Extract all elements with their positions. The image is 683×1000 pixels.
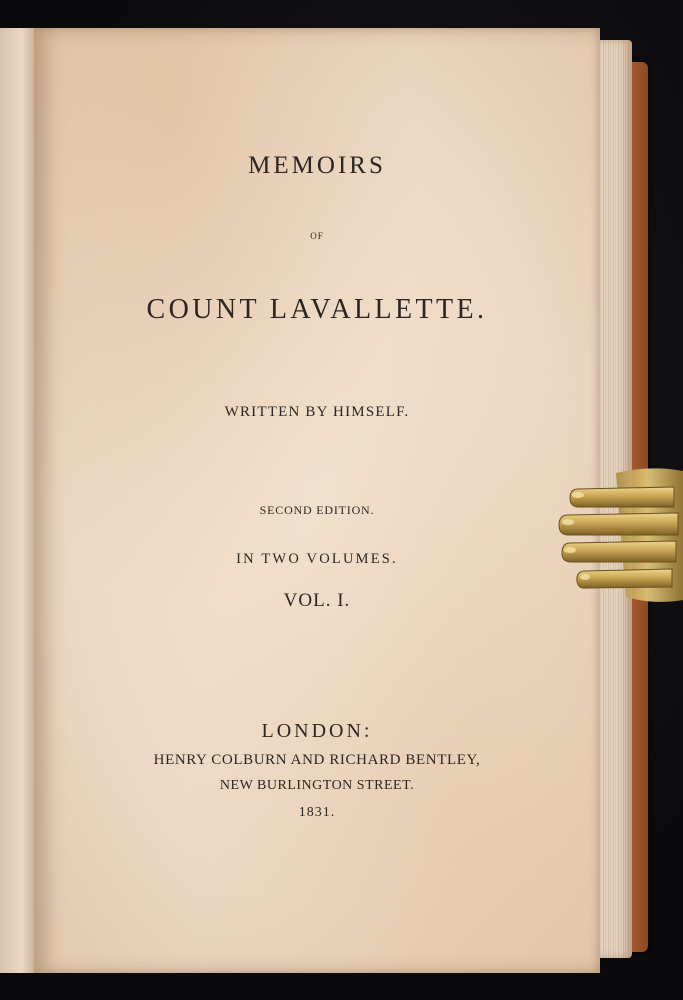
title-page [34, 28, 600, 973]
brass-hand-icon [556, 465, 683, 605]
volumes-statement: IN TWO VOLUMES. [236, 551, 398, 567]
byline: WRITTEN BY HIMSELF. [224, 404, 410, 420]
title-count-lavallette: COUNT LAVALLETTE. [146, 294, 488, 325]
imprint-city: LONDON: [261, 720, 373, 742]
imprint-year: 1831. [298, 805, 336, 820]
imprint-publisher: HENRY COLBURN AND RICHARD BENTLEY, [153, 752, 481, 768]
volume-number: VOL. I. [283, 590, 351, 611]
title-memoirs: MEMOIRS [248, 152, 386, 179]
title-of: OF [310, 231, 324, 241]
imprint-street: NEW BURLINGTON STREET. [219, 778, 415, 793]
edition-statement: SECOND EDITION. [259, 503, 375, 517]
